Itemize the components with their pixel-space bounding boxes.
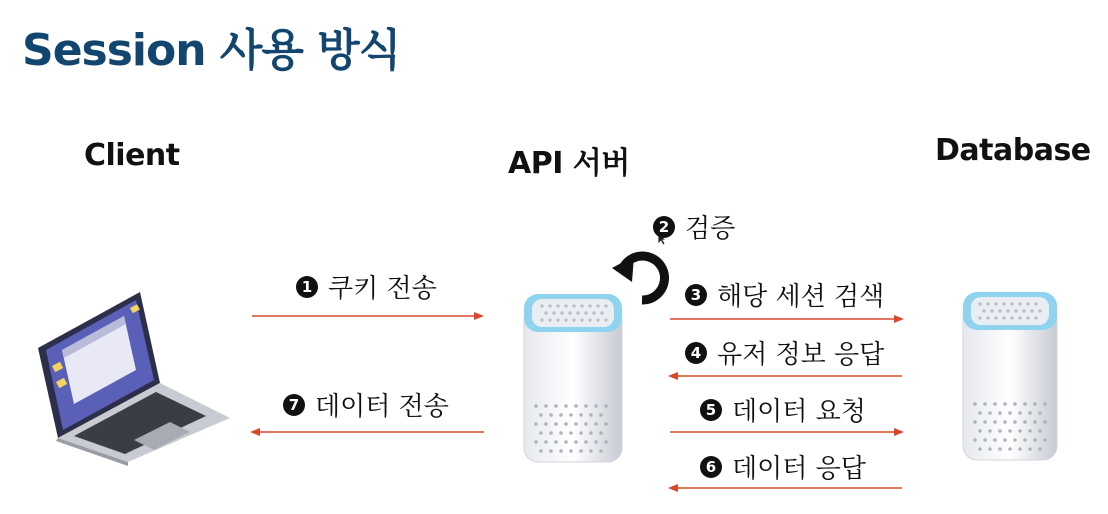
step-text: 데이터 응답 — [732, 454, 866, 484]
arrow-db-to-server-data — [668, 482, 902, 494]
step-5-label — [700, 391, 866, 428]
step-number-badge: 6 — [700, 456, 722, 478]
step-3-label — [685, 276, 884, 313]
step-text: 쿠키 전송 — [328, 274, 437, 304]
step-text: 데이터 전송 — [315, 392, 449, 422]
step-text: 검증 — [685, 214, 736, 244]
step-number-badge: 1 — [296, 276, 318, 298]
step-number-badge: 4 — [685, 342, 707, 364]
database-label: Database — [935, 133, 1091, 168]
arrow-server-to-db-session — [670, 313, 904, 325]
client-label: Client — [84, 138, 180, 173]
database-server-icon — [960, 288, 1060, 463]
laptop-icon — [30, 288, 235, 463]
arrow-server-to-client — [250, 426, 484, 438]
arrow-db-to-server-user — [668, 370, 902, 382]
step-text: 해당 세션 검색 — [717, 282, 885, 312]
step-number-badge: 7 — [283, 394, 305, 416]
step-number-badge: 5 — [700, 399, 722, 421]
step-6-label — [700, 448, 866, 485]
server-label: API 서버 — [508, 146, 630, 181]
arrow-server-to-db-data — [670, 426, 904, 438]
step-number-badge: 3 — [685, 284, 707, 306]
step-1-label — [296, 268, 437, 305]
step-text: 데이터 요청 — [732, 397, 866, 427]
arrow-client-to-server — [252, 310, 484, 322]
refresh-loop-icon — [612, 248, 674, 310]
page-title: Session 사용 방식 — [22, 25, 401, 76]
step-4-label — [685, 334, 884, 371]
step-number-badge: 2 — [653, 216, 675, 238]
step-2-label — [653, 208, 735, 245]
step-7-label — [283, 386, 449, 423]
step-text: 유저 정보 응답 — [717, 340, 885, 370]
api-server-icon — [520, 290, 626, 465]
